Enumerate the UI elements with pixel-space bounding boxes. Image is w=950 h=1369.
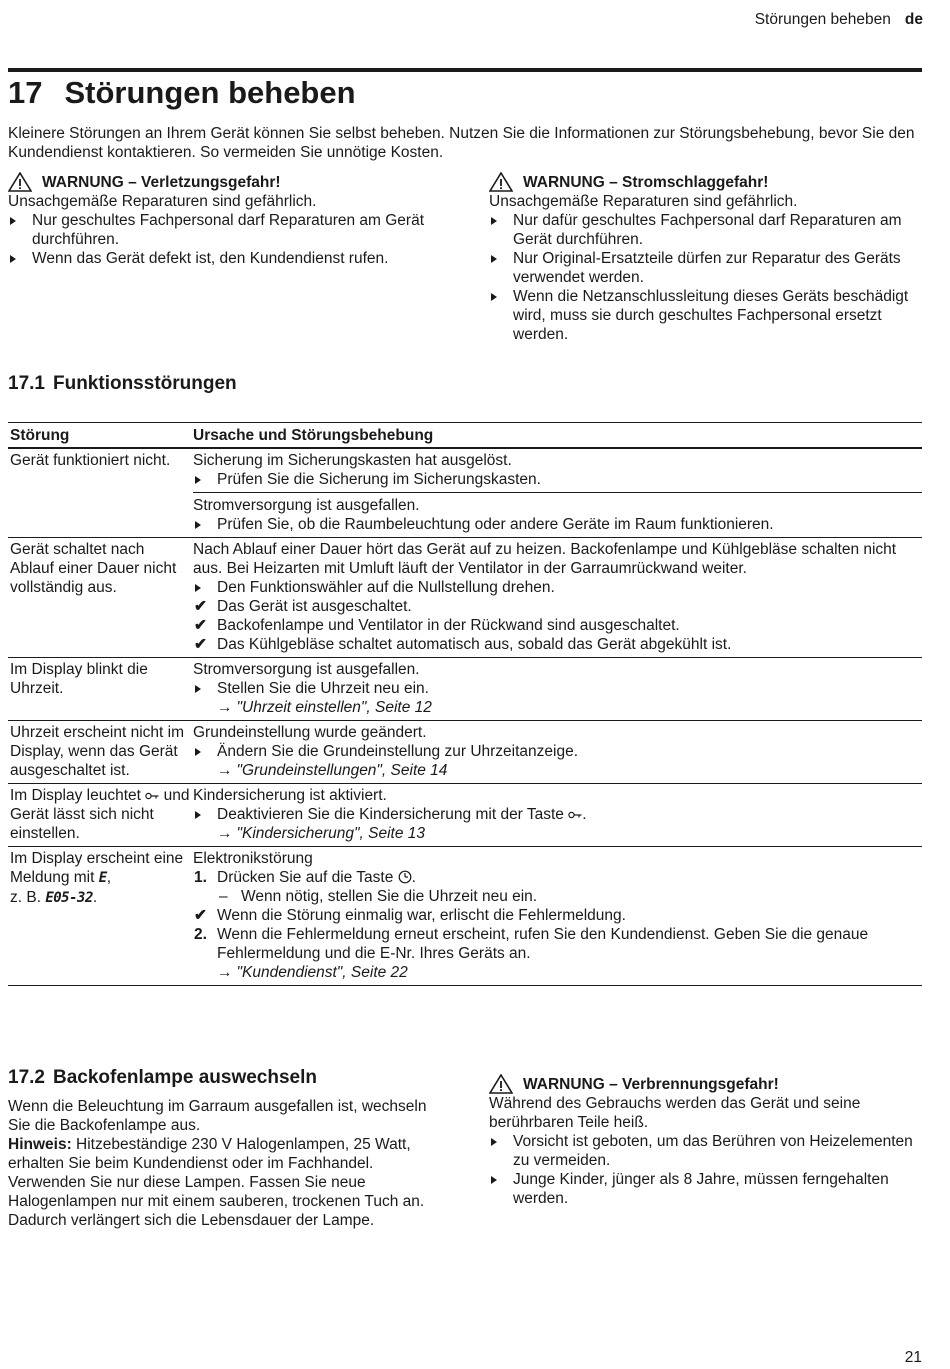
reference-link[interactable]: "Uhrzeit einstellen", Seite 12: [236, 699, 432, 716]
warning-triangle-icon: [8, 172, 32, 192]
warning-burn-heading: WARNUNG – Verbrennungsgefahr!: [523, 1075, 779, 1093]
cross-reference[interactable]: [193, 963, 922, 982]
chapter-title-text: Störungen beheben: [64, 75, 356, 110]
running-header: [755, 10, 923, 29]
action-step: Prüfen Sie die Sicherung im Sicherungskasten.: [193, 470, 922, 489]
cross-reference[interactable]: [193, 824, 922, 843]
warning-injury-text: Unsachgemäße Reparaturen sind gefährlich.: [8, 193, 317, 210]
table-header: [8, 422, 922, 449]
table-row: [8, 538, 922, 658]
cause-text: Nach Ablauf einer Dauer hört das Gerät auf zu heizen. Backofenlampe und Kühlgebläse schalten nicht aus. Bei Heizarten mit Umluft läuft der Ventilator in der Garraumrückwand weiter.: [193, 541, 897, 577]
cross-reference[interactable]: [193, 698, 922, 717]
cause-cell: [191, 449, 922, 537]
list-item: Nur Original-Ersatzteile dürfen zur Reparatur des Geräts verwendet werden.: [489, 249, 919, 287]
result-text: Wenn die Störung einmalig war, erlischt die Fehlermeldung.: [217, 907, 626, 924]
warning-injury: [8, 172, 448, 268]
cause-text: Stromversorgung ist ausgefallen.: [193, 497, 420, 514]
header-language: de: [904, 11, 923, 28]
result-text: Das Kühlgebläse schaltet automatisch aus, sobald das Gerät abgekühlt ist.: [217, 636, 732, 653]
chapter-title: [8, 74, 356, 112]
note-label: Hinweis:: [8, 1136, 72, 1153]
table-row: [8, 449, 922, 538]
checkmark-icon: ✔: [194, 598, 207, 615]
result-text: Das Gerät ist ausgeschaltet.: [217, 598, 412, 615]
checkmark-icon: ✔: [194, 907, 207, 924]
list-item: Wenn die Netzanschlussleitung dieses Geräts beschädigt wird, muss sie durch geschultes Fachpersonal ersetzt werden.: [489, 287, 919, 344]
section-heading-functions: [8, 372, 237, 396]
page-number: 21: [904, 1349, 922, 1366]
clock-icon: [398, 870, 412, 884]
cause-block: [193, 451, 922, 493]
table-row: [8, 721, 922, 784]
section-title: Backofenlampe auswechseln: [52, 1067, 317, 1088]
display-symbol: E: [98, 870, 107, 886]
column-header-fault: Störung: [10, 426, 70, 444]
cause-cell: [191, 847, 922, 985]
section-number: 17.2: [8, 1067, 45, 1088]
cause-cell: [191, 784, 922, 846]
sub-step-text: Wenn nötig, stellen Sie die Uhrzeit neu ein.: [241, 888, 538, 905]
section-number: 17.1: [8, 373, 45, 394]
list-item: Junge Kinder, jünger als 8 Jahre, müssen ferngehalten werden.: [489, 1170, 921, 1208]
reference-link[interactable]: "Kindersicherung", Seite 13: [236, 825, 426, 842]
warning-injury-title: [8, 172, 448, 192]
action-text: Deaktivieren Sie die Kindersicherung mit der Taste: [217, 806, 564, 823]
checkmark-icon: ✔: [194, 617, 207, 634]
fault-cell: Gerät funktioniert nicht.: [10, 452, 171, 469]
cause-text: Kindersicherung ist aktiviert.: [193, 787, 387, 804]
action-step: Stellen Sie die Uhrzeit neu ein.: [193, 679, 922, 698]
intro-paragraph: Kleinere Störungen an Ihrem Gerät können Sie selbst beheben. Nutzen Sie die Informationen zur Störungsbehebung, bevor Sie den Kundendienst kontaktieren. So vermeiden Sie unnötige Kosten.: [8, 125, 915, 161]
step-text: Drücken Sie auf die Taste: [217, 869, 394, 886]
step-number: 1.: [194, 869, 207, 886]
warning-triangle-icon: [489, 172, 513, 192]
reference-link[interactable]: "Kundendienst", Seite 22: [236, 964, 408, 981]
cause-text: Stromversorgung ist ausgefallen.: [193, 661, 420, 678]
table-row: [8, 784, 922, 847]
section-heading-lamp: [8, 1066, 448, 1090]
sub-step: [193, 887, 922, 906]
warning-burn-title: [489, 1074, 921, 1094]
cause-cell: [191, 721, 922, 783]
fault-cell: Gerät schaltet nach Ablauf einer Dauer nicht vollständig aus.: [10, 541, 177, 596]
action-step: Prüfen Sie, ob die Raumbeleuchtung oder andere Geräte im Raum funktionieren.: [193, 515, 922, 534]
note-text: Hitzebeständige 230 V Halogenlampen, 25 Watt, erhalten Sie beim Kundendienst oder im Fachhandel. Verwenden Sie nur diese Lampen. Fassen Sie neue Halogenlampen nur mit einem sauberen, trockenen Tuch an. Dadurch verlängert sich die Lebensdauer der Lampe.: [8, 1136, 425, 1229]
fault-text: und Gerät lässt sich nicht einstellen.: [10, 787, 190, 842]
table-row: [8, 847, 922, 986]
list-item: Vorsicht ist geboten, um das Berühren von Heizelementen zu vermeiden.: [489, 1132, 921, 1170]
list-item: Nur geschultes Fachpersonal darf Reparaturen am Gerät durchführen.: [8, 211, 448, 249]
fault-text: Im Display erscheint eine Meldung mit: [10, 850, 184, 886]
table-row: [8, 658, 922, 721]
fault-cell: Im Display erscheint eine Meldung mit E, z. B. E05-32.: [10, 850, 184, 906]
cause-block: [193, 496, 922, 534]
arrow-right-icon: →: [217, 762, 233, 779]
fault-text: Im Display leuchtet: [10, 787, 141, 804]
warning-electric-list: [489, 211, 919, 344]
cause-text: Grundeinstellung wurde geändert.: [193, 724, 427, 741]
result-text: Backofenlampe und Ventilator in der Rückwand sind ausgeschaltet.: [217, 617, 680, 634]
action-step: Ändern Sie die Grundeinstellung zur Uhrzeitanzeige.: [193, 742, 922, 761]
fault-text: z. B.: [10, 889, 42, 906]
result-line: [193, 906, 922, 925]
warning-triangle-icon: [489, 1074, 513, 1094]
result-line: [193, 635, 922, 654]
warning-burn: [489, 1074, 921, 1208]
lamp-text: Wenn die Beleuchtung im Garraum ausgefallen ist, wechseln Sie die Backofenlampe aus.: [8, 1098, 427, 1134]
fault-cell: Im Display blinkt die Uhrzeit.: [10, 661, 148, 697]
key-icon: [145, 792, 159, 800]
result-line: [193, 616, 922, 635]
numbered-step: [193, 925, 922, 963]
cross-reference[interactable]: [193, 761, 922, 780]
chapter-number: 17: [8, 75, 43, 110]
list-item: Nur dafür geschultes Fachpersonal darf Reparaturen am Gerät durchführen.: [489, 211, 919, 249]
lamp-note: [8, 1135, 448, 1230]
dash-marker: –: [219, 888, 228, 905]
warning-electric-heading: WARNUNG – Stromschlaggefahr!: [523, 173, 769, 191]
warning-injury-heading: WARNUNG – Verletzungsgefahr!: [42, 173, 281, 191]
checkmark-icon: ✔: [194, 636, 207, 653]
cause-cell: [191, 538, 922, 657]
column-header-cause: Ursache und Störungsbehebung: [193, 426, 434, 444]
warning-burn-list: [489, 1132, 921, 1208]
fault-table: [8, 422, 922, 986]
fault-cell: [8, 784, 191, 846]
cause-cell: [191, 658, 922, 720]
result-line: [193, 597, 922, 616]
arrow-right-icon: →: [217, 825, 233, 842]
header-section: Störungen beheben: [754, 11, 891, 28]
action-step: Deaktivieren Sie die Kindersicherung mit der Taste .: [193, 805, 922, 824]
section-lamp: [8, 1066, 448, 1230]
warning-electric-title: [489, 172, 919, 192]
numbered-step: 1. Drücken Sie auf die Taste .: [194, 869, 416, 886]
arrow-right-icon: →: [217, 699, 233, 716]
warning-electric-text: Unsachgemäße Reparaturen sind gefährlich.: [489, 193, 798, 210]
reference-link[interactable]: "Grundeinstellungen", Seite 14: [236, 762, 448, 779]
list-item: Wenn das Gerät defekt ist, den Kundendienst rufen.: [8, 249, 448, 268]
section-title: Funktionsstörungen: [52, 373, 237, 394]
warning-injury-list: [8, 211, 448, 268]
warning-burn-text: Während des Gebrauchs werden das Gerät und seine berührbaren Teile heiß.: [489, 1095, 861, 1131]
key-icon: [568, 811, 582, 819]
arrow-right-icon: →: [217, 964, 233, 981]
display-code: E05-32: [45, 890, 93, 906]
step-text: Wenn die Fehlermeldung erneut erscheint, rufen Sie den Kundendienst. Geben Sie die genaue Fehlermeldung und die E-Nr. Ihres Geräts an.: [217, 926, 869, 962]
step-number: 2.: [194, 926, 207, 943]
action-step: Den Funktionswähler auf die Nullstellung drehen.: [193, 578, 922, 597]
fault-cell: Uhrzeit erscheint nicht im Display, wenn das Gerät ausgeschaltet ist.: [10, 724, 185, 779]
cause-text: Elektronikstörung: [193, 850, 313, 867]
warning-electric: [489, 172, 919, 344]
header-rule: [8, 68, 922, 72]
cause-text: Sicherung im Sicherungskasten hat ausgelöst.: [193, 452, 512, 469]
